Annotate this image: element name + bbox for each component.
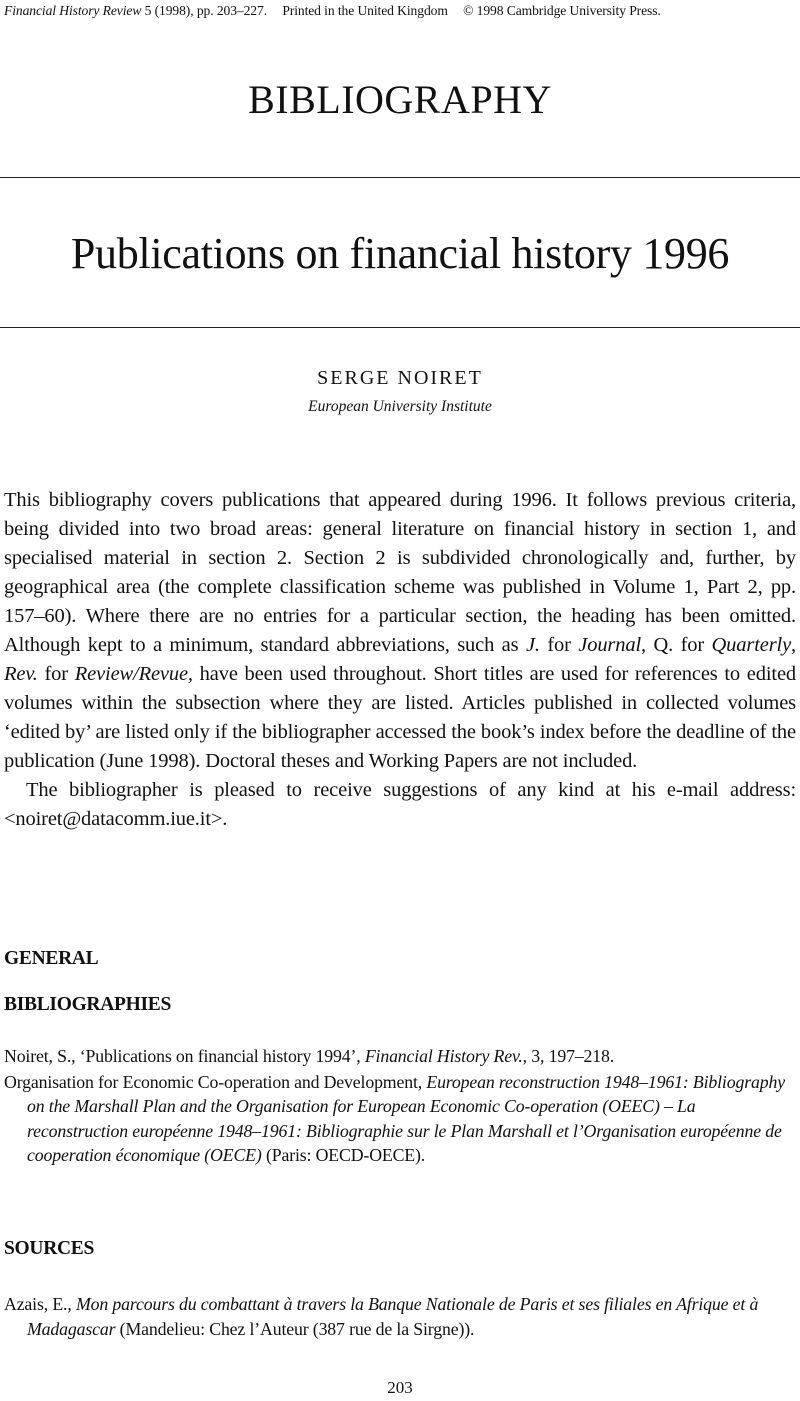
heading-general: GENERAL <box>4 948 99 969</box>
section-banner: BIBLIOGRAPHY <box>248 77 552 122</box>
email-link[interactable]: <noiret@datacomm.iue.it> <box>4 808 223 830</box>
bibliography-entry: Organisation for Economic Co-operation and Development, European reconstruction 1948–1961: Bibliography on the Marshall Plan and the Organisation for European Economic Co-operation (OEEC) – La reconstruction européenne 1948–1961: Bibliographie sur le Plan Marshall et l’Organisation européenne de cooperation économique (OECE) (Paris: OECD-OECE). <box>4 1071 785 1166</box>
article-title: Publications on financial history 1996 <box>70 229 730 278</box>
bibliography-entry: Noiret, S., ‘Publications on financial history 1994’, Financial History Rev., 3, 197–218. <box>4 1046 615 1066</box>
bottom-rule <box>0 327 800 328</box>
journal-citation: 5 (1998), pp. 203–227. <box>141 3 267 18</box>
intro-paragraph-2: The bibliographer is pleased to receive suggestions of any kind at his e-mail address: <noiret@datacomm.iue.it>. <box>4 779 796 830</box>
printed-notice: Printed in the United Kingdom <box>282 3 448 18</box>
intro-text <box>4 486 796 834</box>
bibliographies-list <box>4 1044 794 1169</box>
copyright-notice: © 1998 Cambridge University Press. <box>463 3 661 18</box>
author-name: SERGE NOIRET <box>317 367 483 389</box>
source-entry: Azais, E., Mon parcours du combattant à travers la Banque Nationale de Paris et ses filiales en Afrique et à Madagascar (Mandelieu: Chez l’Auteur (387 rue de la Sirgne)). <box>4 1294 759 1339</box>
page-number: 203 <box>387 1378 413 1397</box>
sources-list <box>4 1292 794 1342</box>
top-rule <box>0 177 800 178</box>
running-head <box>4 3 661 19</box>
intro-paragraph-1: This bibliography covers publications that appeared during 1996. It follows previous criteria, being divided into two broad areas: general literature on financial history in section 1, and specialised material in section 2. Section 2 is subdivided chronologically and, further, by geographical area (the complete classification scheme was published in Volume 1, Part 2, pp. 157–60). Where there are no entries for a particular section, the heading has been omitted. Although kept to a minimum, standard abbreviations, such as J. for Journal, Q. for Quarterly, Rev. for Review/Revue, have been used throughout. Short titles are used for references to edited volumes within the subsection where they are listed. Articles published in collected volumes ‘edited by’ are listed only if the bibliographer accessed the book’s index before the deadline of the publication (June 1998). Doctoral theses and Working Papers are not included. <box>4 489 796 772</box>
journal-name: Financial History Review <box>4 3 142 18</box>
heading-bibliographies: BIBLIOGRAPHIES <box>4 994 172 1015</box>
author-affiliation: European University Institute <box>308 398 492 415</box>
heading-sources: SOURCES <box>4 1238 95 1259</box>
